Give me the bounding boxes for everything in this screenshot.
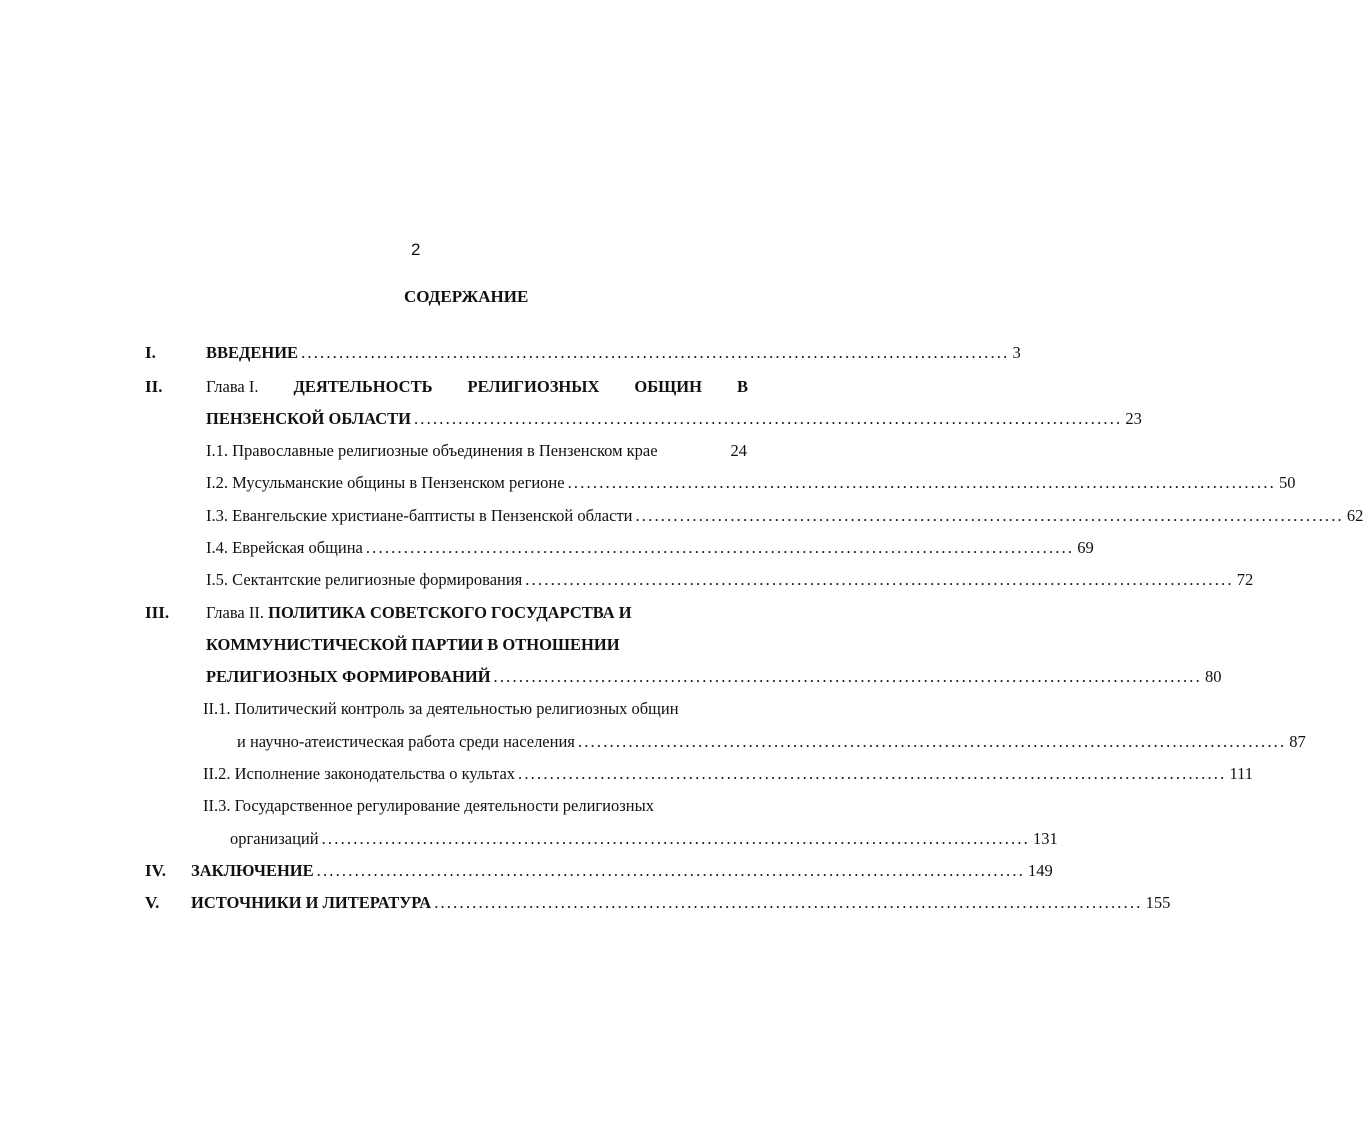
- toc-page-ch1: 23: [1125, 409, 1142, 428]
- toc-page: 72: [1236, 570, 1254, 589]
- toc-ch2-title-line3: РЕЛИГИОЗНЫХ ФОРМИРОВАНИЙ: [206, 667, 491, 686]
- toc-ch2-sub1-line1[interactable]: II.1. Политический контроль за деятельностью религиозных общин: [203, 699, 679, 718]
- toc-label: и научно-атеистическая работа среди населения: [237, 732, 575, 751]
- toc-leader-dots: ................................................................................................................: [577, 732, 1287, 751]
- toc-number-ch2: III.: [145, 603, 170, 622]
- toc-number-sources: V.: [145, 893, 160, 912]
- toc-page-intro: 3: [1012, 343, 1021, 362]
- toc-leader-dots: ................................................................................................................: [365, 538, 1075, 557]
- toc-ch1-word: ОБЩИН: [634, 377, 702, 396]
- toc-ch2-title-line2[interactable]: КОММУНИСТИЧЕСКОЙ ПАРТИИ В ОТНОШЕНИИ: [206, 635, 620, 654]
- toc-leader-dots: ................................................................................................................: [567, 473, 1276, 492]
- toc-label-ch1-line2: ПЕНЗЕНСКОЙ ОБЛАСТИ: [206, 409, 411, 428]
- toc-ch1-word: РЕЛИГИОЗНЫХ: [467, 377, 600, 396]
- toc-number-conclusion: IV.: [145, 861, 166, 880]
- page-title: СОДЕРЖАНИЕ: [404, 287, 529, 306]
- toc-page: 111: [1229, 764, 1253, 783]
- toc-leader-dots: ................................................................................................................: [316, 861, 1026, 880]
- toc-entry-ch2-sub2[interactable]: [203, 764, 1253, 784]
- toc-leader-dots: ................................................................................................................: [321, 829, 1030, 848]
- toc-entry-ch1-sub1[interactable]: [206, 441, 747, 461]
- toc-entry-intro[interactable]: [206, 343, 1021, 363]
- toc-label-conclusion: ЗАКЛЮЧЕНИЕ: [191, 861, 314, 880]
- toc-leader-dots: ................................................................................................................: [301, 343, 1010, 362]
- toc-leader-dots: ................................................................................................................: [525, 570, 1234, 589]
- toc-page-sources: 155: [1145, 893, 1171, 912]
- toc-page-conclusion: 149: [1028, 861, 1053, 880]
- toc-ch1-word: ДЕЯТЕЛЬНОСТЬ: [293, 377, 433, 396]
- toc-leader-dots: ................................................................................................................: [413, 409, 1123, 428]
- toc-page: 50: [1278, 473, 1296, 492]
- toc-heading-ch1-line1[interactable]: [206, 377, 748, 397]
- toc-page: 69: [1077, 538, 1094, 557]
- toc-heading-ch2-line1[interactable]: [206, 603, 632, 623]
- toc-label: I.5. Сектантские религиозные формирования: [206, 570, 523, 589]
- toc-label-sources: ИСТОЧНИКИ И ЛИТЕРАТУРА: [191, 893, 432, 912]
- toc-entry-ch2-sub1[interactable]: [237, 732, 1306, 752]
- toc-page: 24: [730, 441, 747, 460]
- toc-entry-sources[interactable]: [191, 893, 1171, 913]
- toc-label-intro: ВВЕДЕНИЕ: [206, 343, 299, 362]
- toc-entry-conclusion[interactable]: [191, 861, 1053, 881]
- toc-ch2-title-line1: ПОЛИТИКА СОВЕТСКОГО ГОСУДАРСТВА И: [268, 603, 632, 622]
- toc-number-intro: I.: [145, 343, 156, 362]
- toc-entry-ch2[interactable]: [206, 667, 1222, 687]
- toc-ch1-word: В: [736, 377, 748, 396]
- toc-ch2-prefix: Глава II.: [206, 603, 264, 622]
- toc-page: 62: [1346, 506, 1363, 525]
- toc-number-ch1: II.: [145, 377, 163, 396]
- toc-label: I.1. Православные религиозные объединения в Пензенском крае: [206, 441, 658, 460]
- page-number: 2: [411, 240, 421, 259]
- toc-label: I.4. Еврейская община: [206, 538, 363, 557]
- toc-label: II.2. Исполнение законодательства о культах: [203, 764, 516, 783]
- toc-page-ch2: 80: [1204, 667, 1222, 686]
- toc-entry-ch1-sub3[interactable]: [206, 506, 1363, 526]
- toc-leader-dots: ................................................................................................................: [518, 764, 1227, 783]
- toc-entry-ch2-sub3[interactable]: [230, 829, 1058, 849]
- toc-ch2-sub3-line1[interactable]: II.3. Государственное регулирование деятельности религиозных: [203, 796, 654, 815]
- toc-page: 131: [1033, 829, 1058, 848]
- toc-entry-ch1[interactable]: [206, 409, 1142, 429]
- toc-leader-dots: ................................................................................................................: [635, 506, 1344, 525]
- toc-ch1-prefix: Глава I.: [206, 377, 259, 396]
- toc-label: I.3. Евангельские христиане-баптисты в Пензенской области: [206, 506, 633, 525]
- toc-entry-ch1-sub4[interactable]: [206, 538, 1094, 558]
- toc-label: организаций: [230, 829, 319, 848]
- toc-label: I.2. Мусульманские общины в Пензенском регионе: [206, 473, 565, 492]
- toc-entry-ch1-sub2[interactable]: [206, 473, 1296, 493]
- toc-leader-dots: ................................................................................................................: [434, 893, 1143, 912]
- toc-page: 87: [1289, 732, 1306, 751]
- toc-leader-dots: ................................................................................................................: [493, 667, 1202, 686]
- toc-entry-ch1-sub5[interactable]: [206, 570, 1254, 590]
